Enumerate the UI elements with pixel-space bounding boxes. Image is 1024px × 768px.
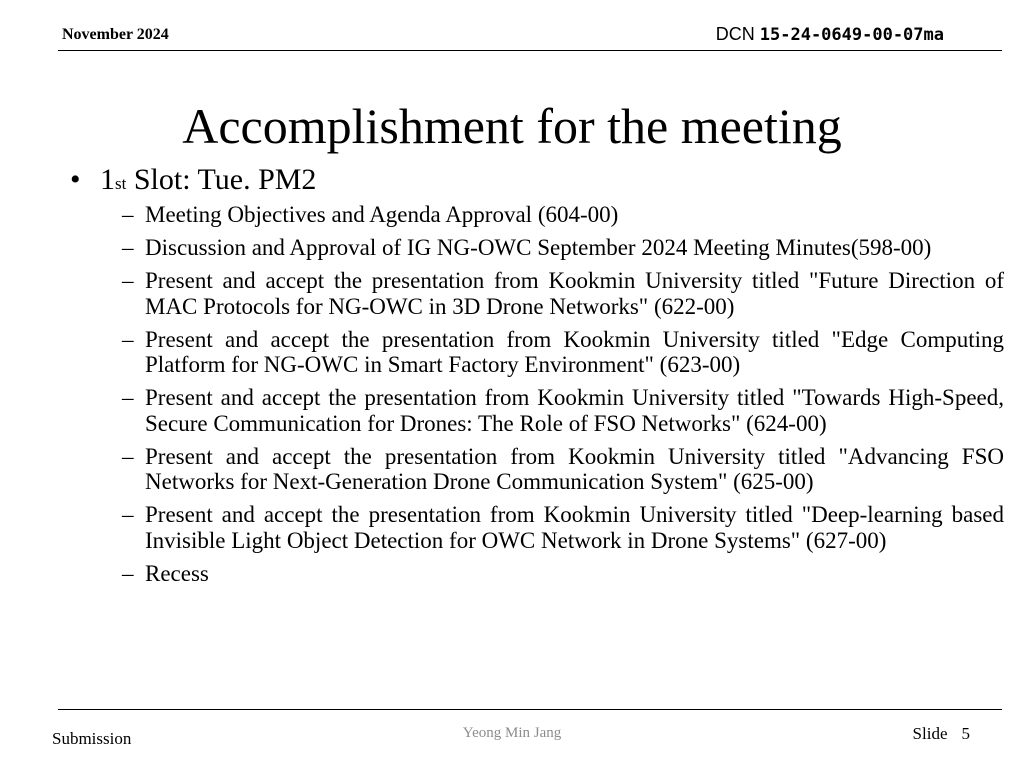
list-item bbox=[70, 327, 1004, 378]
main-bullet bbox=[70, 160, 1004, 200]
list-item bbox=[70, 561, 1004, 587]
slide-label: Slide bbox=[912, 724, 948, 743]
header-rule bbox=[58, 50, 1002, 51]
dash-marker: – bbox=[122, 560, 134, 586]
list-item-text: Present and accept the presentation from Kookmin University titled "Towards High-Speed, Secure Communication for Drones: The Role of FSO Networks" (624-00) bbox=[145, 385, 1004, 436]
list-item bbox=[70, 502, 1004, 553]
sub-bullet-list bbox=[70, 202, 1004, 586]
dash-marker: – bbox=[122, 235, 134, 260]
footer-slide bbox=[913, 724, 970, 744]
dash-marker: – bbox=[122, 268, 134, 293]
list-item bbox=[70, 444, 1004, 495]
bullet-number: 1 bbox=[100, 163, 115, 196]
list-item-text: Present and accept the presentation from Kookmin University titled "Future Direction of MAC Protocols for NG-OWC in 3D Drone Networks" (622-00) bbox=[145, 268, 1004, 319]
dcn-number: 15-24-0649-00-07ma bbox=[759, 25, 944, 45]
bullet-superscript: st bbox=[115, 174, 127, 193]
footer-author: Yeong Min Jang bbox=[462, 725, 562, 741]
header-dcn bbox=[716, 24, 944, 45]
list-item bbox=[70, 235, 1004, 261]
list-item-text: Meeting Objectives and Agenda Approval (604-00) bbox=[145, 202, 619, 227]
footer-submission: Submission bbox=[52, 729, 132, 748]
list-item-text: Present and accept the presentation from Kookmin University titled "Advancing FSO Networks for Next-Generation Drone Communication System" (625-00) bbox=[145, 443, 1004, 494]
bullet-dot: • bbox=[70, 163, 81, 196]
dash-marker: – bbox=[122, 443, 134, 469]
dash-marker: – bbox=[122, 326, 134, 352]
list-item bbox=[70, 202, 1004, 228]
list-item-text: Present and accept the presentation from Kookmin University titled "Deep-learning based Invisible Light Object Detection for OWC Network in Drone Systems" (627-00) bbox=[145, 502, 1004, 553]
list-item-text: Present and accept the presentation from Kookmin University titled "Edge Computing Platform for NG-OWC in Smart Factory Environment" (623-00) bbox=[145, 326, 1004, 377]
dash-marker: – bbox=[122, 202, 134, 227]
slide-content bbox=[70, 160, 1004, 594]
footer-rule bbox=[58, 709, 1002, 710]
dcn-prefix: DCN bbox=[715, 24, 755, 44]
list-item-text: Recess bbox=[145, 560, 209, 586]
list-item-text: Discussion and Approval of IG NG-OWC September 2024 Meeting Minutes(598-00) bbox=[145, 235, 932, 260]
dash-marker: – bbox=[122, 385, 134, 410]
list-item bbox=[70, 385, 1004, 436]
slide-number: 5 bbox=[961, 724, 970, 743]
list-item bbox=[70, 268, 1004, 319]
header-date: November 2024 bbox=[62, 26, 169, 43]
dash-marker: – bbox=[122, 502, 134, 527]
slide-title: Accomplishment for the meeting bbox=[182, 98, 842, 154]
bullet-text: Slot: Tue. PM2 bbox=[133, 163, 317, 196]
